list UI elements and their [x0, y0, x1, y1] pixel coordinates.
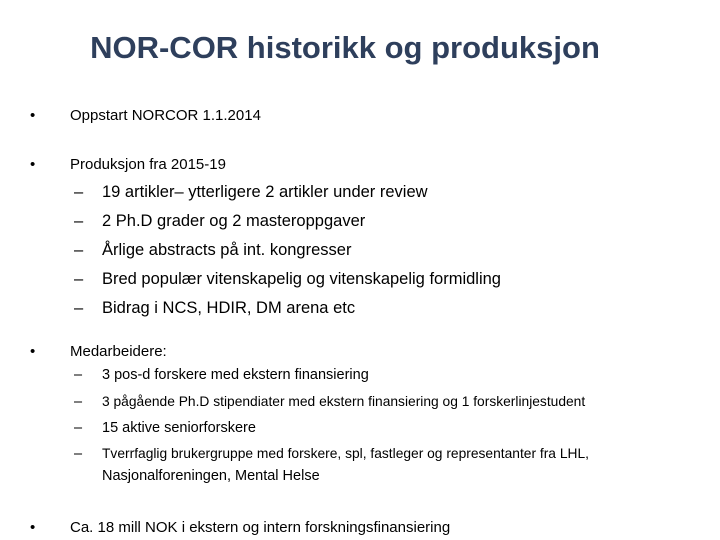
sub-item-text: 19 artikler– ytterligere 2 artikler under review: [102, 183, 428, 201]
bullet-text: Produksjon fra 2015-19: [70, 156, 226, 173]
bullet-marker: •: [30, 107, 36, 124]
slide-title: NOR-COR historikk og produksjon: [90, 30, 600, 65]
sub-item-text: 3 pos-d forskere med ekstern finansiering: [102, 367, 369, 383]
dash-marker: –: [74, 420, 83, 436]
dash-marker: –: [74, 446, 83, 462]
dash-marker: –: [74, 241, 84, 259]
sub-item-text: Nasjonalforeningen, Mental Helse: [102, 468, 320, 484]
sub-item-text: Bred populær vitenskapelig og vitenskapelig formidling: [102, 270, 501, 288]
sub-item-text: 15 aktive seniorforskere: [102, 420, 256, 436]
dash-marker: –: [74, 367, 83, 383]
dash-marker: –: [74, 299, 84, 317]
bullet-marker: •: [30, 519, 36, 536]
bullet-text: Oppstart NORCOR 1.1.2014: [70, 107, 261, 124]
bullet-marker: •: [30, 156, 36, 173]
bullet-marker: •: [30, 343, 36, 360]
dash-marker: –: [74, 212, 84, 230]
sub-item-text: Årlige abstracts på int. kongresser: [102, 241, 352, 259]
sub-item-text: Tverrfaglig brukergruppe med forskere, spl, fastleger og representanter fra LHL,: [102, 446, 589, 461]
dash-marker: –: [74, 183, 84, 201]
dash-marker: –: [74, 270, 84, 288]
bullet-text: Medarbeidere:: [70, 343, 167, 360]
bullet-text: Ca. 18 mill NOK i ekstern og intern forskningsfinansiering: [70, 519, 451, 536]
dash-marker: –: [74, 394, 83, 410]
sub-item-text: 3 pågående Ph.D stipendiater med ekstern finansiering og 1 forskerlinjestudent: [102, 394, 586, 409]
sub-item-text: Bidrag i NCS, HDIR, DM arena etc: [102, 299, 356, 317]
sub-item-text: 2 Ph.D grader og 2 masteroppgaver: [102, 212, 366, 230]
